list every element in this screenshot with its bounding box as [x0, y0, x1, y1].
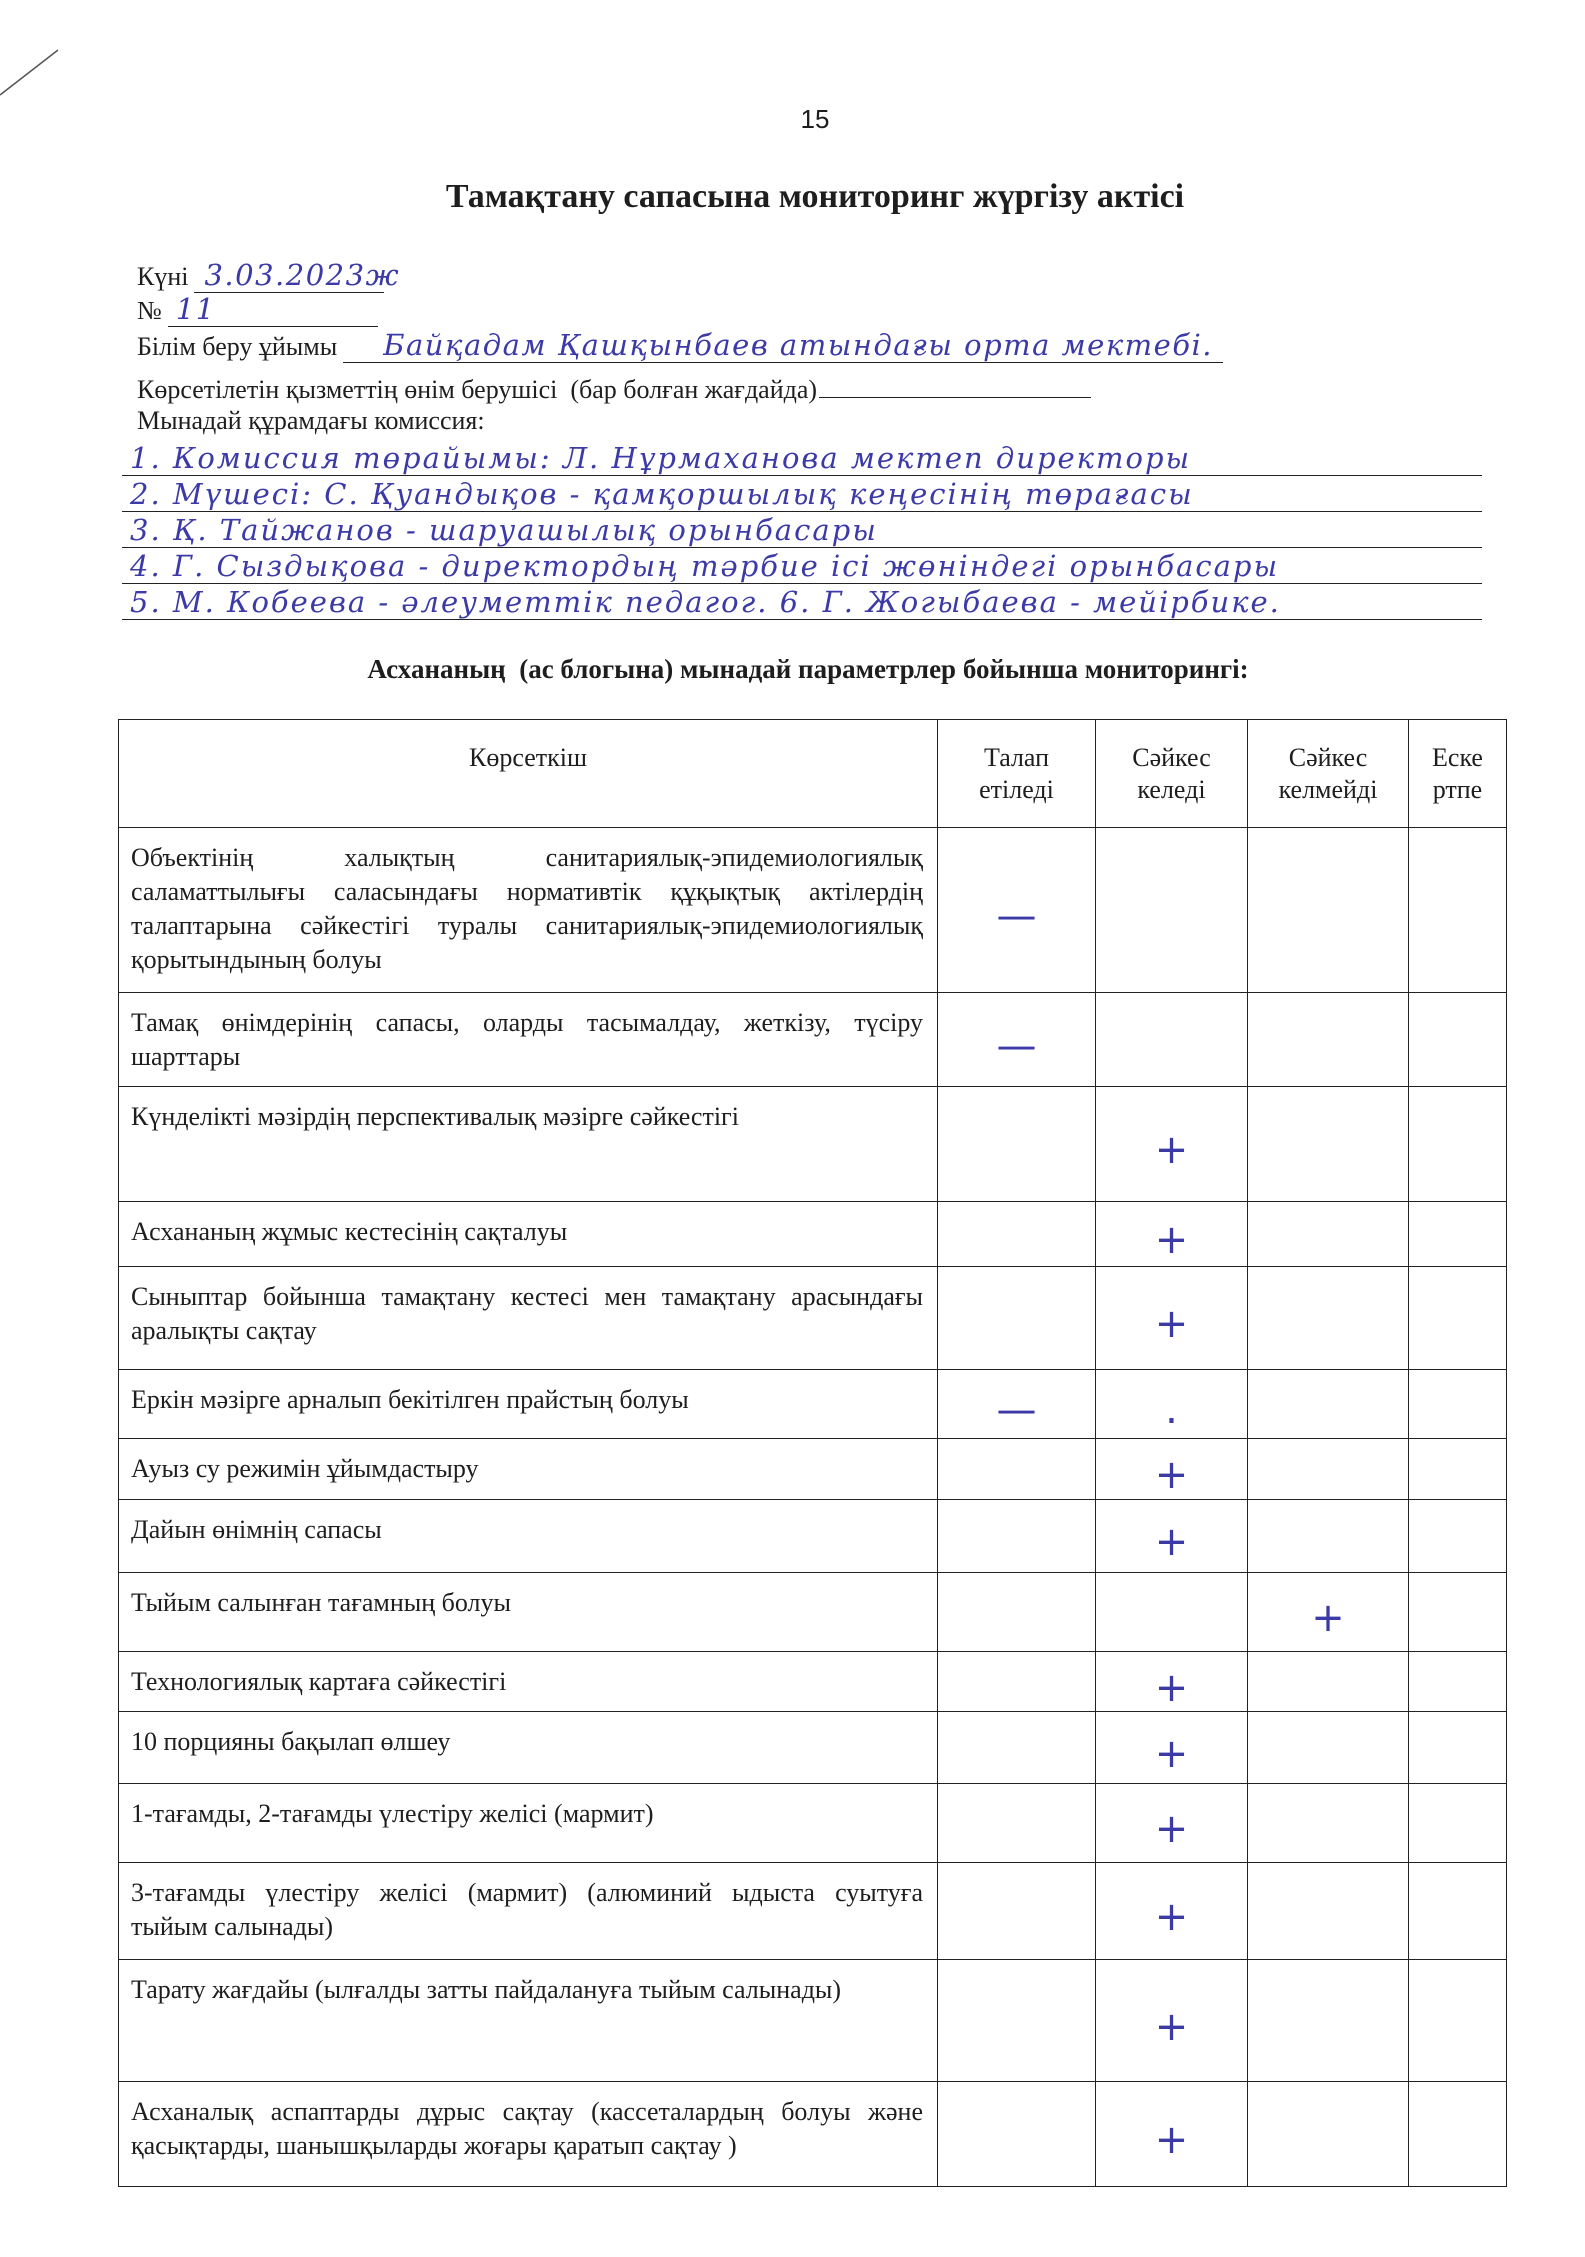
- non-compliant-cell: [1248, 1087, 1409, 1201]
- indicator-cell: Еркін мәзірге арналып бекітілген прайстың болуы: [119, 1370, 938, 1438]
- non-compliant-cell: +: [1248, 1573, 1409, 1651]
- compliant-cell: +: [1096, 1500, 1248, 1572]
- commission-list: [122, 440, 1482, 620]
- required-cell: [938, 1712, 1096, 1783]
- number-row: [137, 292, 378, 328]
- page-number: 15: [800, 104, 830, 134]
- compliant-cell: .: [1096, 1370, 1248, 1438]
- indicator-cell: Тамақ өнімдерінің сапасы, оларды тасымалдау, жеткізу, түсіру шарттары: [119, 993, 938, 1086]
- note-cell: [1409, 828, 1507, 992]
- required-cell: [938, 1439, 1096, 1499]
- note-cell: [1409, 1370, 1507, 1438]
- non-compliant-cell: [1248, 1784, 1409, 1862]
- compliant-cell: +: [1096, 1712, 1248, 1783]
- note-cell: [1409, 1500, 1507, 1572]
- commission-member-line: 3. Қ. Тайжанов - шаруашылық орынбасары: [122, 512, 1482, 548]
- table-row: [119, 1267, 1507, 1370]
- commission-member-line: 5. М. Кобеева - әлеуметтік педагог. 6. Г. Жогыбаева - мейірбике.: [122, 584, 1482, 620]
- number-value: 11: [168, 292, 378, 327]
- commission-label: Мынадай құрамдағы комиссия:: [137, 406, 485, 435]
- note-cell: [1409, 1202, 1507, 1266]
- non-compliant-cell: [1248, 1202, 1409, 1266]
- non-compliant-cell: [1248, 1500, 1409, 1572]
- non-compliant-cell: [1248, 1267, 1409, 1369]
- table-row: [119, 1863, 1507, 1960]
- required-cell: [938, 1573, 1096, 1651]
- table-row: [119, 1712, 1507, 1784]
- compliant-cell: +: [1096, 1202, 1248, 1266]
- indicator-cell: Сыныптар бойынша тамақтану кестесі мен тамақтану арасындағы аралықты сақтау: [119, 1267, 938, 1369]
- indicator-cell: Дайын өнімнің сапасы: [119, 1500, 938, 1572]
- document-title: Тамақтану сапасына мониторинг жүргізу актісі: [445, 178, 1185, 215]
- compliant-cell: +: [1096, 1087, 1248, 1201]
- table-row: [119, 1652, 1507, 1712]
- non-compliant-cell: [1248, 1863, 1409, 1959]
- table-row: [119, 1500, 1507, 1573]
- required-cell: [938, 1087, 1096, 1201]
- required-cell: [938, 1960, 1096, 2081]
- table-row: [119, 1784, 1507, 1863]
- indicator-cell: Күнделікті мәзірдің перспективалық мәзірге сәйкестігі: [119, 1087, 938, 1201]
- note-cell: [1409, 1267, 1507, 1369]
- required-cell: [938, 1652, 1096, 1711]
- header-compliant-line: Сәйкес: [1132, 743, 1211, 772]
- non-compliant-cell: [1248, 1439, 1409, 1499]
- compliant-cell: [1096, 993, 1248, 1086]
- organization-row: [137, 328, 1223, 364]
- note-cell: [1409, 1087, 1507, 1201]
- header-required: [938, 720, 1096, 827]
- table-row: [119, 1087, 1507, 1202]
- header-note-line: Еске: [1432, 743, 1483, 772]
- monitoring-heading: Асхананың (ас блогына) мынадай параметрлер бойынша мониторингі:: [367, 654, 1249, 684]
- header-note: [1409, 720, 1507, 827]
- required-cell: —: [938, 828, 1096, 992]
- header-non-compliant-line: Сәйкес: [1288, 743, 1368, 772]
- indicator-cell: Асханалық аспаптарды дұрыс сақтау (кассеталардың болуы және қасықтарды, шанышқыларды жоғары қаратып сақтау ): [119, 2082, 938, 2186]
- number-label: №: [137, 296, 162, 325]
- provider-blank-line: [819, 368, 1091, 398]
- commission-member-line: 2. Мүшесі: С. Қуандықов - қамқоршылық кеңесінің төрағасы: [122, 476, 1482, 512]
- note-cell: [1409, 1712, 1507, 1783]
- compliant-cell: +: [1096, 1267, 1248, 1369]
- compliant-cell: +: [1096, 1652, 1248, 1711]
- non-compliant-cell: [1248, 1712, 1409, 1783]
- header-required-line: Талап: [983, 743, 1050, 772]
- required-cell: —: [938, 993, 1096, 1086]
- note-cell: [1409, 1573, 1507, 1651]
- note-cell: [1409, 1960, 1507, 2081]
- date-row: [137, 258, 401, 294]
- note-cell: [1409, 1652, 1507, 1711]
- organization-value: Байқадам Қашқынбаев атындағы орта мектебі.: [343, 328, 1223, 363]
- required-cell: [938, 2082, 1096, 2186]
- non-compliant-cell: [1248, 828, 1409, 992]
- required-cell: [938, 1500, 1096, 1572]
- organization-label: Білім беру ұйымы: [137, 332, 338, 361]
- indicator-cell: Тарату жағдайы (ылғалды затты пайдалануға тыйым салынады): [119, 1960, 938, 2081]
- required-cell: [938, 1863, 1096, 1959]
- compliant-cell: +: [1096, 1960, 1248, 2081]
- indicator-cell: 3-тағамды үлестіру желісі (мармит) (алюминий ыдыста суытуға тыйым салынады): [119, 1863, 938, 1959]
- scan-edge-mark: [0, 0, 80, 110]
- required-cell: —: [938, 1370, 1096, 1438]
- indicator-cell: Тыйым салынған тағамның болуы: [119, 1573, 938, 1651]
- note-cell: [1409, 2082, 1507, 2186]
- note-cell: [1409, 1439, 1507, 1499]
- indicator-cell: Технологиялық картаға сәйкестігі: [119, 1652, 938, 1711]
- header-non-compliant-line: келмейді: [1278, 775, 1378, 804]
- table-row: [119, 1370, 1507, 1439]
- table-row: [119, 2082, 1507, 2187]
- header-indicator-label: Көрсеткіш: [469, 743, 587, 772]
- compliant-cell: [1096, 828, 1248, 992]
- non-compliant-cell: [1248, 993, 1409, 1086]
- note-cell: [1409, 993, 1507, 1086]
- indicator-cell: Ауыз су режимін ұйымдастыру: [119, 1439, 938, 1499]
- non-compliant-cell: [1248, 1652, 1409, 1711]
- commission-member-line: 4. Г. Сыздықова - директордың тәрбие ісі жөніндегі орынбасары: [122, 548, 1482, 584]
- header-indicator: [119, 720, 938, 827]
- table-row: [119, 828, 1507, 993]
- date-label: Күні: [137, 262, 189, 291]
- provider-label: Көрсетілетін қызметтің өнім берушісі (бар болған жағдайда): [137, 375, 818, 404]
- required-cell: [938, 1784, 1096, 1862]
- commission-member-line: 1. Комиссия төрайымы: Л. Нұрмаханова мектеп директоры: [122, 440, 1482, 476]
- header-note-line: ртпе: [1432, 775, 1483, 804]
- header-compliant: [1096, 720, 1248, 827]
- commission-label-row: [137, 404, 485, 438]
- indicator-cell: Объектінің халықтың санитариялық-эпидемиологиялық саламаттылығы саласындағы нормативтік құқықтық актілердің талаптарына сәйкестігі туралы санитариялық-эпидемиологиялық қорытындының болуы: [119, 828, 938, 992]
- compliant-cell: +: [1096, 1784, 1248, 1862]
- note-cell: [1409, 1863, 1507, 1959]
- table-row: [119, 1573, 1507, 1652]
- compliant-cell: +: [1096, 2082, 1248, 2186]
- required-cell: [938, 1267, 1096, 1369]
- non-compliant-cell: [1248, 1370, 1409, 1438]
- non-compliant-cell: [1248, 1960, 1409, 2081]
- provider-row: [137, 368, 1091, 407]
- header-required-line: етіледі: [979, 775, 1054, 804]
- indicator-cell: 10 порцияны бақылап өлшеу: [119, 1712, 938, 1783]
- date-value: 3.03.2023ж: [194, 258, 384, 293]
- indicator-cell: Асхананың жұмыс кестесінің сақталуы: [119, 1202, 938, 1266]
- table-row: [119, 1439, 1507, 1500]
- note-cell: [1409, 1784, 1507, 1862]
- indicator-cell: 1-тағамды, 2-тағамды үлестіру желісі (мармит): [119, 1784, 938, 1862]
- compliant-cell: +: [1096, 1439, 1248, 1499]
- table-row: [119, 1960, 1507, 2082]
- header-non-compliant: [1248, 720, 1409, 827]
- required-cell: [938, 1202, 1096, 1266]
- table-row: [119, 1202, 1507, 1267]
- compliant-cell: [1096, 1573, 1248, 1651]
- table-header-row: [119, 720, 1507, 828]
- table-row: [119, 993, 1507, 1087]
- non-compliant-cell: [1248, 2082, 1409, 2186]
- monitoring-table: [118, 719, 1507, 2187]
- header-compliant-line: келеді: [1137, 775, 1206, 804]
- compliant-cell: +: [1096, 1863, 1248, 1959]
